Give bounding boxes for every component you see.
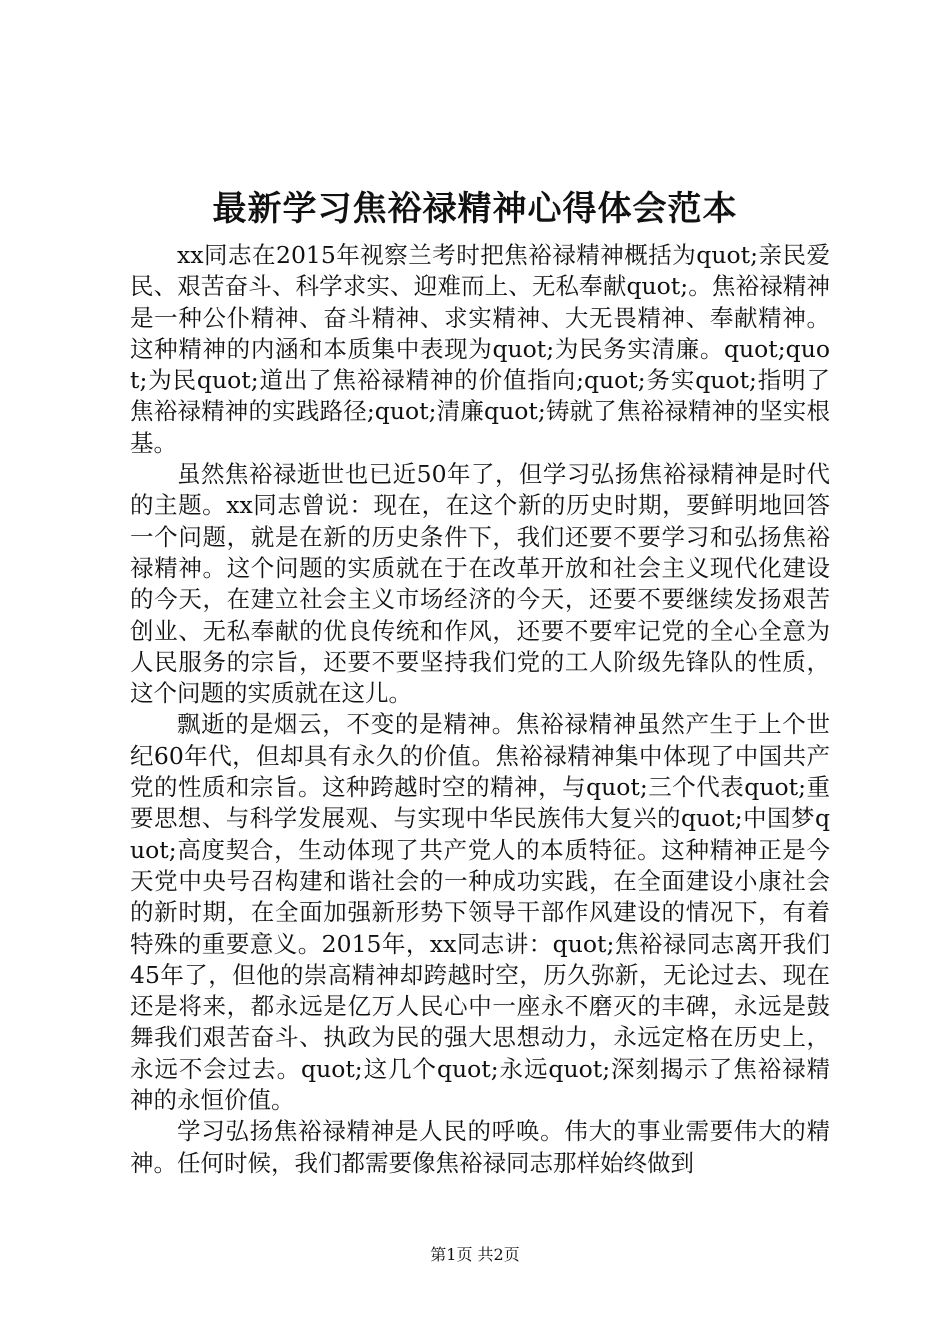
body-paragraph: xx同志在2015年视察兰考时把焦裕禄精神概括为quot;亲民爱民、艰苦奋斗、科学求实、迎难而上、无私奉献quot;。焦裕禄精神是一种公仆精神、奋斗精神、求实精神、大无畏精神、奉献精神。这种精神的内涵和本质集中表现为quot;为民务实清廉。quot;quot;为民quot;道出了焦裕禄精神的价值指向;quot;务实quot;指明了焦裕禄精神的实践路径;quot;清廉quot;铸就了焦裕禄精神的坚实根基。 (130, 241, 830, 457)
page-number-footer: 第1页 共2页 (430, 1245, 520, 1264)
document-body (130, 240, 830, 1179)
body-paragraph: 飘逝的是烟云，不变的是精神。焦裕禄精神虽然产生于上个世纪60年代，但却具有永久的价值。焦裕禄精神集中体现了中国共产党的性质和宗旨。这种跨越时空的精神，与quot;三个代表quot;重要思想、与科学发展观、与实现中华民族伟大复兴的quot;中国梦quot;高度契合，生动体现了共产党人的本质特征。这种精神正是今天党中央号召构建和谐社会的一种成功实践，在全面建设小康社会的新时期，在全面加强新形势下领导干部作风建设的情况下，有着特殊的重要意义。2015年，xx同志讲：quot;焦裕禄同志离开我们45年了，但他的崇高精神却跨越时空，历久弥新，无论过去、现在还是将来，都永远是亿万人民心中一座永不磨灭的丰碑，永远是鼓舞我们艰苦奋斗、执政为民的强大思想动力，永远定格在历史上，永远不会过去。quot;这几个quot;永远quot;深刻揭示了焦裕禄精神的永恒价值。 (130, 710, 830, 1115)
body-paragraph: 虽然焦裕禄逝世也已近50年了，但学习弘扬焦裕禄精神是时代的主题。xx同志曾说：现在，在这个新的历史时期，要鲜明地回答一个问题，就是在新的历史条件下，我们还要不要学习和弘扬焦裕禄精神。这个问题的实质就在于在改革开放和社会主义现代化建设的今天，在建立社会主义市场经济的今天，还要不要继续发扬艰苦创业、无私奉献的优良传统和作风，还要不要牢记党的全心全意为人民服务的宗旨，还要不要坚持我们党的工人阶级先锋队的性质，这个问题的实质就在这儿。 (130, 460, 830, 708)
body-paragraph: 学习弘扬焦裕禄精神是人民的呼唤。伟大的事业需要伟大的精神。任何时候，我们都需要像焦裕禄同志那样始终做到 (130, 1117, 830, 1177)
page-title: 最新学习焦裕禄精神心得体会范本 (212, 189, 738, 229)
